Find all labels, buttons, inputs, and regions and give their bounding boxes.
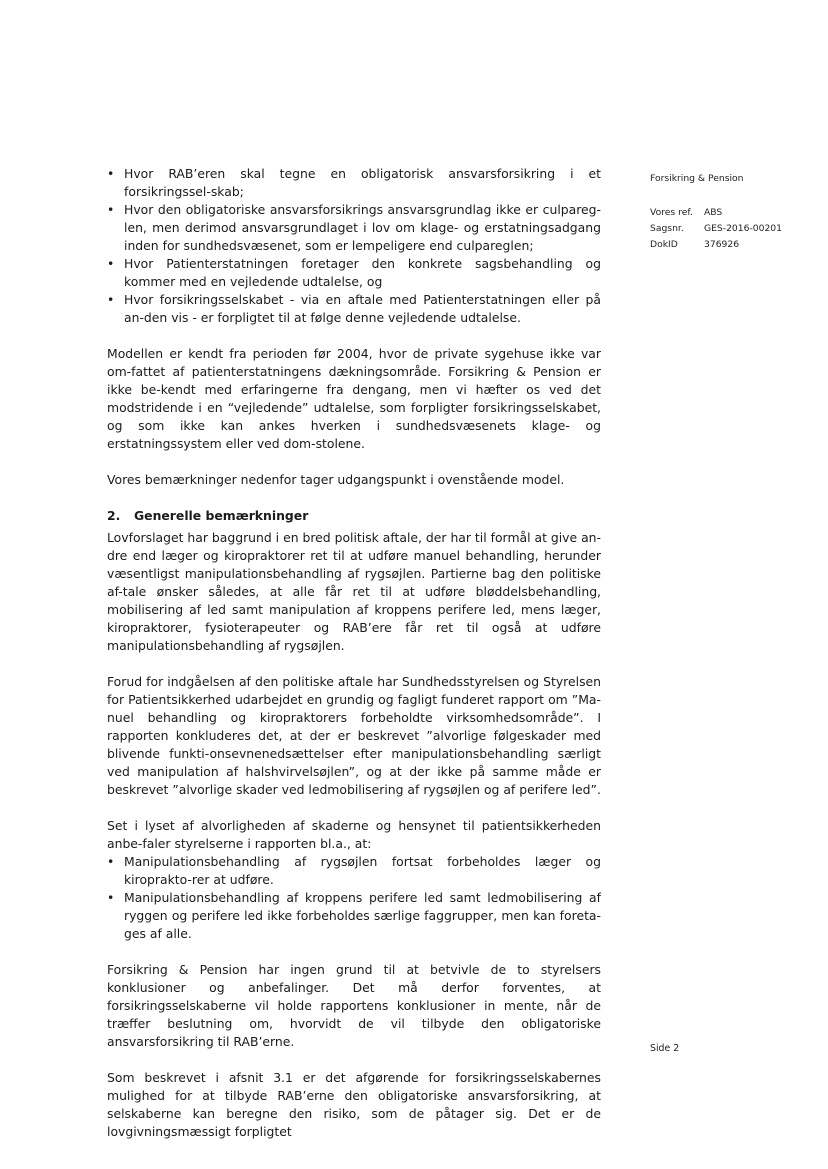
organization-name: Forsikring & Pension: [650, 173, 744, 184]
recommendations-list: [107, 853, 601, 943]
list-item: • Manipulationsbehandling af kroppens perifere led samt ledmobilisering af ryggen og perifere led ikke forbeholdes særlige faggrupper, men kan foreta-ges af alle.: [107, 889, 601, 943]
ref-row: [650, 221, 800, 237]
ref-label: Sagsnr.: [650, 223, 684, 234]
ref-label: Vores ref.: [650, 207, 693, 218]
list-item: • Hvor RAB’eren skal tegne en obligatorisk ansvarsforsikring i et forsikringssel-skab;: [107, 165, 601, 201]
page-number: Side 2: [650, 1043, 680, 1054]
list-item: • Hvor Patienterstatningen foretager den konkrete sagsbehandling og kommer med en vejledende udtalelse, og: [107, 255, 601, 291]
paragraph: Modellen er kendt fra perioden før 2004, hvor de private sygehuse ikke var om-fattet af patienterstatningens dækningsområde. Forsikring & Pension er ikke be-kendt med erfaringerne fra dengang, men vi hæfter os ved det modstridende i en “vejledende” udtalelse, som forpligter forsikringsselskabet, og som ikke kan ankes hverken i sundhedsvæsenets klage- og erstatningssystem eller ved dom-stolene.: [107, 346, 601, 451]
section-number: 2.: [107, 508, 121, 523]
document-body: [107, 165, 601, 1141]
ref-row: [650, 205, 800, 221]
list-item: • Hvor den obligatoriske ansvarsforsikrings ansvarsgrundlag ikke er culpareg-len, men derimod ansvarsgrundlaget i lov om klage- og erstatningsadgang inden for sundhedsvæsenet, som er lempeligere end culpareglen;: [107, 201, 601, 255]
ref-value: ABS: [704, 207, 723, 218]
list-item: • Manipulationsbehandling af rygsøjlen fortsat forbeholdes læger og kiroprakto-rer at udføre.: [107, 853, 601, 889]
ref-row: [650, 237, 800, 253]
paragraph: Forsikring & Pension har ingen grund til at betvivle de to styrelsers konklusioner og anbefalinger. Det må derfor forventes, at forsikringsselskaberne vil holde rapportens konklusioner in mente, når de træffer beslutning om, hvorvidt de vil tilbyde den obligatoriske ansvarsforsikring til RAB’erne.: [107, 962, 601, 1049]
paragraph: Lovforslaget har baggrund i en bred politisk aftale, der har til formål at give an-dre end læger og kiropraktorer ret til at udføre manuel behandling, herunder væsentligst manipulationsbehandling af rygsøjlen. Partierne bag den politiske af-tale ønsker således, at alle får ret til at udføre bløddelsbehandling, mobilisering af led samt manipulation af kroppens perifere led, mens læger, kiropraktorer, fysioterapeuter og RAB’ere får ret til også at udføre manipulationsbehandling af rygsøjlen.: [107, 530, 601, 653]
model-conditions-list: [107, 165, 601, 327]
ref-value: 376926: [704, 239, 740, 250]
ref-label: DokID: [650, 239, 678, 250]
section-title: Generelle bemærkninger: [134, 508, 309, 523]
paragraph: Forud for indgåelsen af den politiske aftale har Sundhedsstyrelsen og Styrelsen for Patientsikkerhed udarbejdet en grundig og fagligt funderet rapport om ”Ma-nuel behandling og kiropraktorers forbeholdte virksomhedsområde”. I rapporten konkluderes det, at der er beskrevet ”alvorlige følgeskader med blivende funkti-onsevnenedsættelser efter manipulationsbehandling særligt ved manipulation af halshvirvelsøjlen”, og at der ikke på samme måde er beskrevet ”alvorlige skader ved ledmobilisering af rygsøjlen og af perifere led”.: [107, 674, 601, 797]
paragraph: Vores bemærkninger nedenfor tager udgangspunkt i ovenstående model.: [107, 472, 565, 487]
sidebar-metadata: [650, 171, 800, 253]
ref-value: GES-2016-00201: [704, 223, 782, 234]
section-heading: [107, 507, 601, 525]
paragraph: Set i lyset af alvorligheden af skaderne og hensynet til patientsikkerheden anbe-faler styrelserne i rapporten bl.a., at:: [107, 818, 601, 851]
paragraph: Som beskrevet i afsnit 3.1 er det afgørende for forsikringsselskabernes mulighed for at tilbyde RAB’erne den obligatoriske ansvarsforsikring, at selskaberne kan beregne den risiko, som de påtager sig. Det er de lovgivningsmæssigt forpligtet: [107, 1070, 601, 1139]
list-item: • Hvor forsikringsselskabet - via en aftale med Patienterstatningen eller på an-den vis - er forpligtet til at følge denne vejledende udtalelse.: [107, 291, 601, 327]
